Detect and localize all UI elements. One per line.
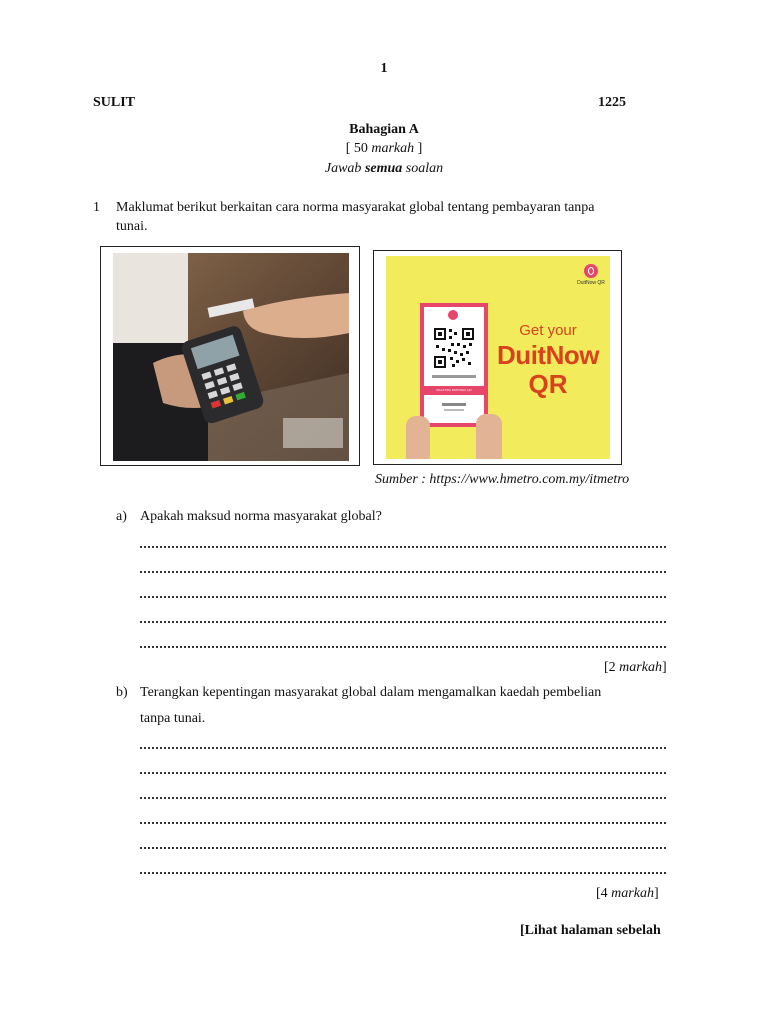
answer-line[interactable] xyxy=(140,858,666,874)
qr-card xyxy=(420,303,488,427)
duitnow-qr-image-frame xyxy=(373,250,622,465)
duitnow-qr-poster xyxy=(386,256,610,459)
card-logo-icon xyxy=(448,310,458,320)
answer-line[interactable] xyxy=(140,758,666,774)
answer-line[interactable] xyxy=(140,783,666,799)
qr-code-icon xyxy=(433,327,475,369)
question-stem-line2: tunai. xyxy=(116,219,148,234)
hand-right xyxy=(476,414,502,459)
card-payment-photo xyxy=(113,253,349,461)
qr-card-band: MALAYSIA NATIONAL QR xyxy=(424,386,484,395)
duitnow-logo-icon xyxy=(584,264,598,278)
question-stem-line1: Maklumat berikut berkaitan cara norma masyarakat global tentang pembayaran tanpa xyxy=(116,200,595,215)
section-title: Bahagian A xyxy=(349,122,419,137)
duitnow-brand-text: DuitNow QR xyxy=(577,280,605,286)
answer-line[interactable] xyxy=(140,557,666,573)
duitnow-headline: Get your DuitNow QR xyxy=(497,322,599,399)
footer-turn-page: [Lihat halaman sebelah xyxy=(520,923,661,938)
part-a-question: Apakah maksud norma masyarakat global? xyxy=(140,509,382,524)
page-number: 1 xyxy=(380,61,388,76)
answer-line[interactable] xyxy=(140,532,666,548)
question-number: 1 xyxy=(93,200,100,215)
part-b-marks: [4 markah] xyxy=(596,886,659,901)
part-b-question-line1: Terangkan kepentingan masyarakat global dalam mengamalkan kaedah pembelian xyxy=(140,685,602,700)
answer-line[interactable] xyxy=(140,733,666,749)
answer-line[interactable] xyxy=(140,607,666,623)
part-b-question-line2: tanpa tunai. xyxy=(140,711,206,726)
part-b-label: b) xyxy=(116,685,128,700)
hand-left xyxy=(406,416,430,459)
classification-label: SULIT xyxy=(93,95,136,110)
answer-line[interactable] xyxy=(140,833,666,849)
section-marks: [ 50 markah ] xyxy=(345,141,423,156)
section-instruction: Jawab semua soalan xyxy=(324,161,444,176)
part-a-marks: [2 markah] xyxy=(604,660,667,675)
answer-line[interactable] xyxy=(140,808,666,824)
answer-line[interactable] xyxy=(140,632,666,648)
part-a-label: a) xyxy=(116,509,127,524)
answer-line[interactable] xyxy=(140,582,666,598)
card-payment-photo-frame xyxy=(100,246,360,466)
paper-code: 1225 xyxy=(598,95,626,110)
image-source: Sumber : https://www.hmetro.com.my/itmetro xyxy=(375,472,630,487)
